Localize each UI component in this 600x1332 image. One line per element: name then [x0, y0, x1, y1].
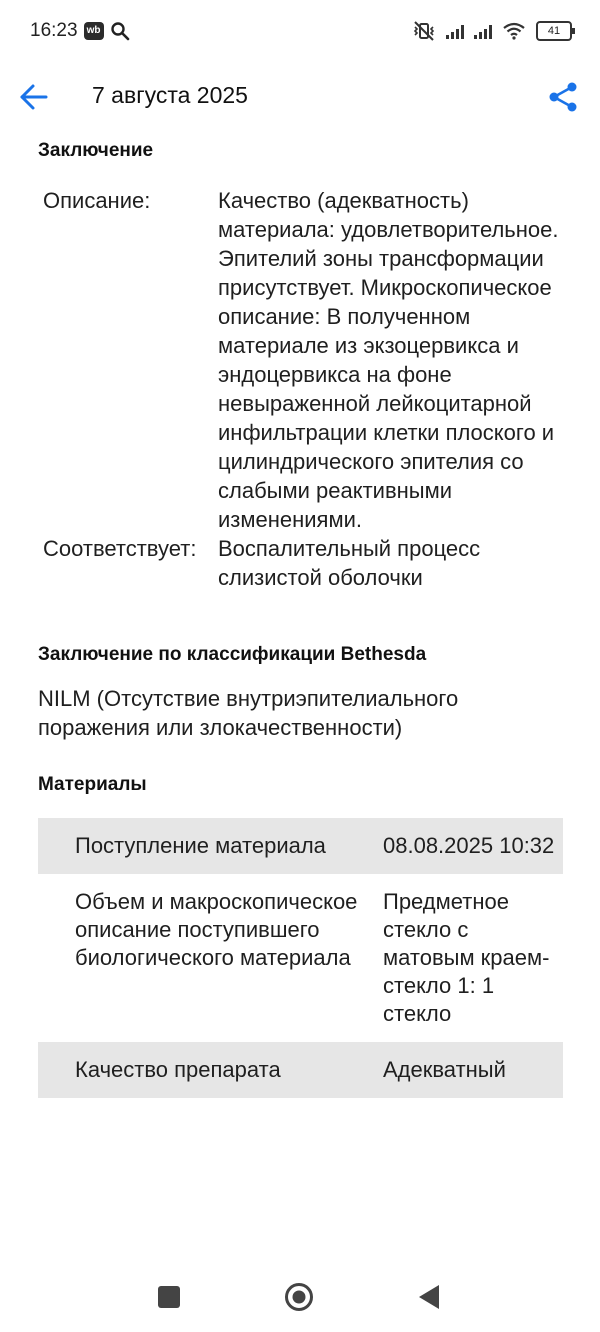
arrow-left-icon[interactable] [18, 82, 50, 112]
matches-value: Воспалительный процесс слизистой оболочки [218, 536, 481, 590]
home-button[interactable] [284, 1282, 314, 1312]
vibrate-off-icon [412, 21, 436, 41]
status-bar [0, 0, 600, 62]
status-time: 16:23 [30, 20, 78, 41]
material-volume-value: Предметное стекло с матовым краем- стекло 1: 1 стекло [383, 889, 550, 1026]
specimen-quality-value: Адекватный [383, 1057, 506, 1082]
back-triangle-button[interactable] [418, 1284, 440, 1310]
material-receipt-label: Поступление материала [75, 833, 326, 858]
conclusion-row-matches [38, 534, 568, 592]
recent-apps-button[interactable] [158, 1286, 180, 1308]
app-bar [0, 70, 600, 124]
signal-icon-2 [474, 23, 492, 39]
description-value: Качество (адекватность) материала: удовлетворительное. Эпителий зоны трансформации присутствует. Микроскопическое описание: В полученном материале из экзоцервикса и эндоцервикса на фоне невыраженной лейкоцитарной инфильтрации клетки плоского и цилиндрического эпителия со слабыми реактивными изменениями. [218, 188, 559, 532]
table-row [38, 874, 563, 1042]
bethesda-heading: Заключение по классификации Bethesda [38, 644, 427, 665]
materials-heading: Материалы [38, 774, 147, 795]
specimen-quality-label: Качество препарата [75, 1057, 281, 1082]
description-label: Описание: [43, 188, 151, 213]
search-icon [110, 21, 130, 41]
page-title: 7 августа 2025 [92, 82, 248, 108]
system-nav-bar [0, 1262, 600, 1332]
conclusion-row-description [38, 186, 568, 534]
wb-app-icon: wb [84, 22, 104, 40]
matches-label: Соответствует: [43, 536, 197, 561]
bethesda-result: NILM (Отсутствие внутриэпителиального поражения или злокачественности) [38, 686, 459, 740]
report-content [38, 140, 568, 1098]
battery-icon: 41 [536, 21, 572, 41]
table-row [38, 818, 563, 874]
conclusion-heading: Заключение [38, 140, 154, 161]
material-volume-label: Объем и макроскопическое описание поступившего биологического материала [75, 889, 358, 970]
materials-table [38, 818, 563, 1098]
share-icon[interactable] [546, 80, 580, 114]
status-bar-right [412, 21, 572, 41]
signal-icon-1 [446, 23, 464, 39]
wifi-icon [502, 22, 526, 40]
conclusion-table [38, 186, 568, 592]
status-bar-left [30, 20, 130, 42]
table-row [38, 1042, 563, 1098]
material-receipt-value: 08.08.2025 10:32 [383, 833, 555, 858]
